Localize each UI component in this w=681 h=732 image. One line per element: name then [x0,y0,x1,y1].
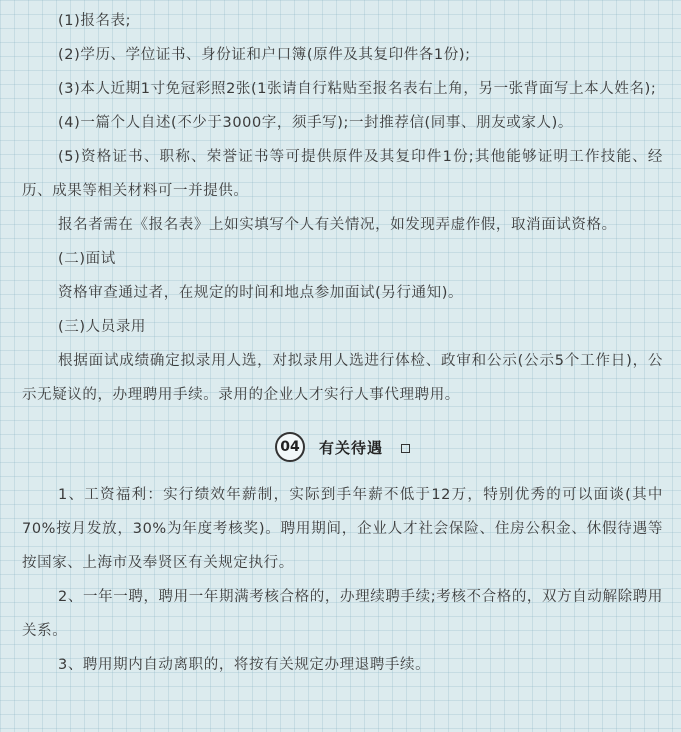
section-number-badge: 04 [275,432,305,462]
section-04-header [22,430,663,464]
interview-heading: (二)面试 [58,251,116,267]
benefit-contract: 2、一年一聘，聘用一年期满考核合格的，办理续聘手续;考核不合格的，双方自动解除聘用关系。 [22,589,663,639]
section-title: 有关待遇 [318,438,383,457]
square-icon [401,444,410,453]
benefit-resignation: 3、聘用期内自动离职的，将按有关规定办理退聘手续。 [58,657,431,673]
interview-text: 资格审查通过者，在规定的时间和地点参加面试(另行通知)。 [58,285,464,301]
item-5: (5)资格证书、职称、荣誉证书等可提供原件及其复印件1份;其他能够证明工作技能、经历、成果等相关材料可一并提供。 [22,149,663,199]
item-1: (1)报名表; [58,13,132,29]
hiring-text: 根据面试成绩确定拟录用人选，对拟录用人选进行体检、政审和公示(公示5个工作日)，公示无疑议的，办理聘用手续。录用的企业人才实行人事代理聘用。 [22,353,663,403]
item-2: (2)学历、学位证书、身份证和户口簿(原件及其复印件各1份); [58,47,471,63]
item-4: (4)一篇个人自述(不少于3000字，须手写);一封推荐信(同事、朋友或家人)。 [58,115,573,131]
hiring-heading: (三)人员录用 [58,319,147,335]
item-3: (3)本人近期1寸免冠彩照2张(1张请自行粘贴至报名表右上角，另一张背面写上本人姓名); [58,81,657,97]
benefit-wages: 1、工资福利：实行绩效年薪制，实际到手年薪不低于12万，特别优秀的可以面谈(其中70%按月发放，30%为年度考核奖)。聘用期间，企业人才社会保险、住房公积金、休假待遇等按国家、上海市及奉贤区有关规定执行。 [22,487,663,571]
registration-note: 报名者需在《报名表》上如实填写个人有关情况，如发现弄虚作假，取消面试资格。 [58,217,617,233]
